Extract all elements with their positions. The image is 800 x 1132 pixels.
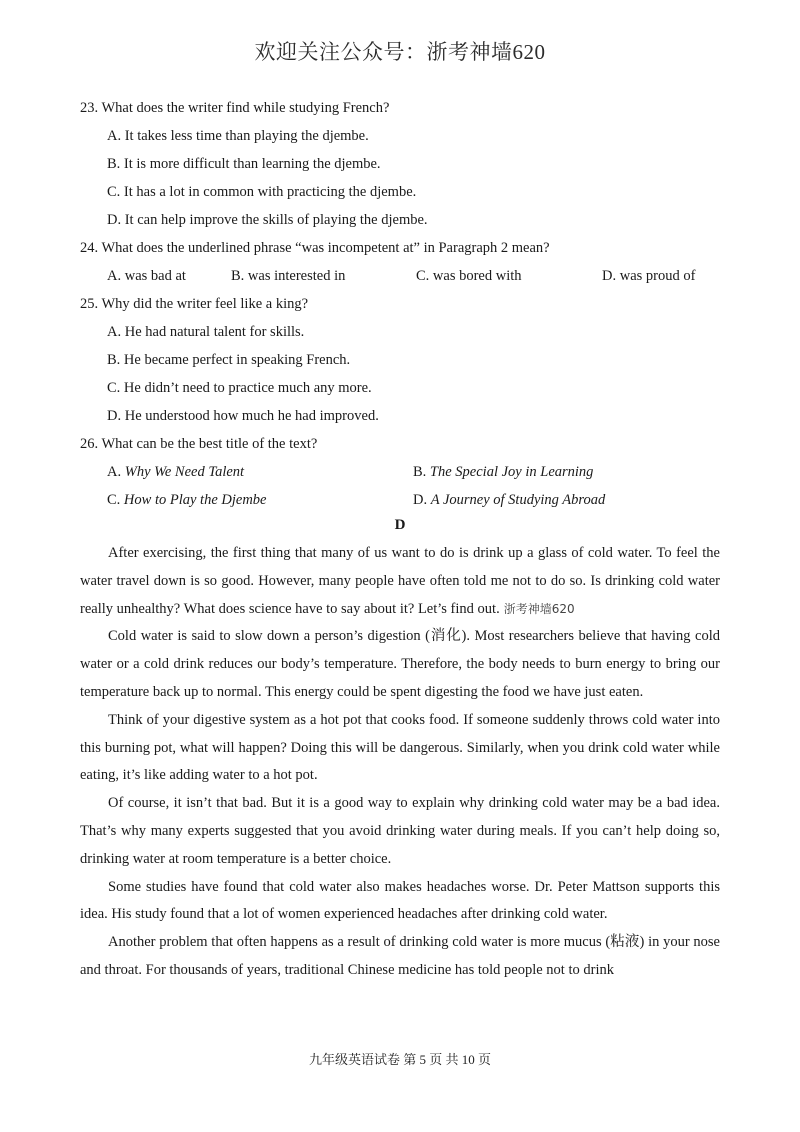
page-footer: 九年级英语试卷 第 5 页 共 10 页 — [308, 1052, 491, 1067]
inline-watermark: 浙考神墙620 — [503, 601, 575, 616]
option-d — [413, 486, 719, 514]
question-23 — [80, 94, 740, 234]
passage-paragraph: Cold water is said to slow down a person’s digestion (消化). Most researchers believe that having cold water or a cold drink reduces our body’s temperature. Therefore, the body needs to burn energy to bring our temperature back up to normal. This energy could be spent digesting the food we have just eaten. — [80, 628, 720, 700]
page-header-title: 欢迎关注公众号：浙考神墙620 — [254, 40, 546, 64]
option-title: A Journey of Studying Abroad — [430, 492, 606, 508]
option-letter: B. — [413, 464, 427, 480]
question-stem: 23. What does the writer find while studying French? — [80, 100, 390, 116]
question-25 — [80, 290, 740, 430]
option-letter: A. — [107, 464, 122, 480]
option-c: C. was bored with — [416, 268, 522, 284]
section-label: D — [394, 517, 406, 533]
option-d: D. was proud of — [602, 268, 696, 284]
option-c: C. It has a lot in common with practicing the djembe. — [107, 184, 417, 200]
option-row — [80, 458, 740, 486]
question-24 — [80, 234, 740, 290]
option-letter: D. — [413, 492, 428, 508]
question-stem: 24. What does the underlined phrase “was incompetent at” in Paragraph 2 mean? — [80, 240, 550, 256]
option-title: How to Play the Djembe — [123, 492, 267, 508]
question-stem: 25. Why did the writer feel like a king? — [80, 296, 309, 312]
option-letter: C. — [107, 492, 121, 508]
option-c: C. He didn’t need to practice much any more. — [107, 380, 372, 396]
option-a: A. It takes less time than playing the djembe. — [107, 128, 369, 144]
option-title: Why We Need Talent — [124, 464, 245, 480]
option-b — [413, 458, 719, 486]
option-a: A. was bad at — [107, 268, 186, 284]
option-b: B. He became perfect in speaking French. — [107, 352, 351, 368]
paragraph-text: After exercising, the first thing that many of us want to do is drink up a glass of cold water. To feel the water travel down is so good. However, many people have often told me not to do so. Is drinking cold water really unhealthy? What does science have to say about it? Let’s find out. — [80, 545, 720, 617]
passage-paragraph: Think of your digestive system as a hot pot that cooks food. If someone suddenly throws cold water into this burning pot, what will happen? Doing this will be dangerous. Similarly, when you drink cold water while eating, it’s like adding water to a hot pot. — [80, 711, 720, 784]
option-a — [107, 458, 413, 486]
option-d: D. It can help improve the skills of playing the djembe. — [107, 212, 428, 228]
passage-paragraph — [80, 540, 720, 623]
passage-paragraph: Some studies have found that cold water also makes headaches worse. Dr. Peter Mattson supports this idea. His study found that a lot of women experienced headaches after drinking cold water. — [80, 878, 720, 923]
option-a: A. He had natural talent for skills. — [107, 324, 305, 340]
option-row — [80, 486, 740, 514]
option-c — [107, 486, 413, 514]
option-b: B. was interested in — [231, 268, 346, 284]
passage-paragraph: Another problem that often happens as a result of drinking cold water is more mucus (粘液) in your nose and throat. For thousands of years, traditional Chinese medicine has told people not to drink — [80, 934, 720, 978]
reading-passage — [80, 540, 720, 985]
option-d: D. He understood how much he had improved. — [107, 408, 379, 424]
question-26 — [80, 430, 740, 514]
question-list — [80, 94, 740, 514]
option-row — [80, 262, 740, 290]
passage-paragraph: Of course, it isn’t that bad. But it is a good way to explain why drinking cold water may be a bad idea. That’s why many experts suggested that you avoid drinking water during meals. If you can’t help doing so, drinking water at room temperature is a better choice. — [80, 795, 720, 867]
option-b: B. It is more difficult than learning the djembe. — [107, 156, 381, 172]
question-stem: 26. What can be the best title of the text? — [80, 436, 318, 452]
option-title: The Special Joy in Learning — [429, 464, 594, 480]
